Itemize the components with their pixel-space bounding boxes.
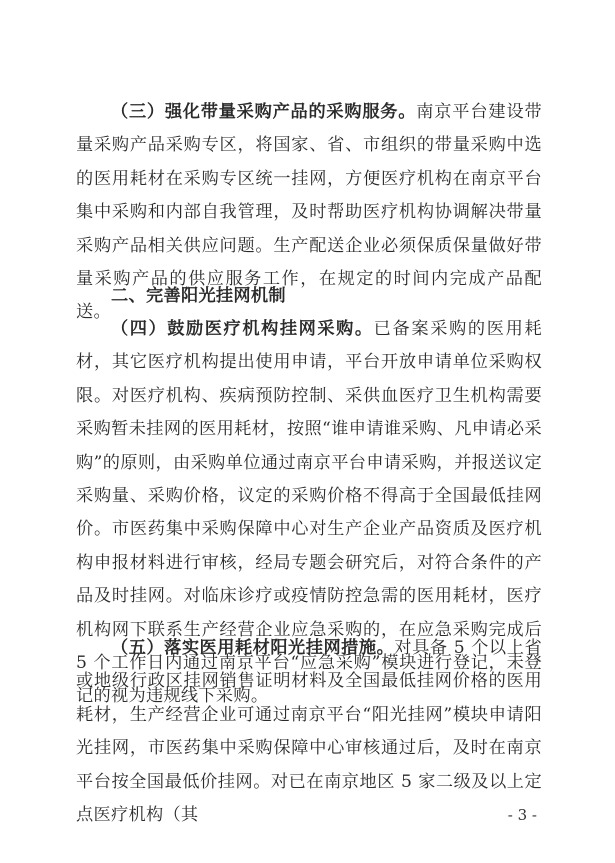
paragraph-5-body: 对具备 5 个以上省或地级行政区挂网销售证明材料及全国最低挂网价格的医用耗材，生产经营企业可通过南京平台“阳光挂网”模块申请阳光挂网，市医药集中采购保障中心审核通过后，及时在南京平台按全国最低价挂网。对已在南京地区 5 家二级及以上定点医疗机构（其 <box>76 638 542 826</box>
paragraph-5-lead: （五）落实医用耗材阳光挂网措施。 <box>111 638 395 658</box>
paragraph-4-lead: （四）鼓励医疗机构挂网采购。 <box>111 319 374 339</box>
paragraph-3-lead: （三）强化带量采购产品的采购服务。 <box>111 102 417 122</box>
paragraph-5 <box>76 632 542 832</box>
page-number: - 3 - <box>507 806 537 824</box>
paragraph-4-body: 已备案采购的医用耗材，其它医疗机构提出使用申请，平台开放申请单位采购权限。对医疗机构、疾病预防控制、采供血医疗卫生机构需要采购暂未挂网的医用耗材，按照“谁申请谁采购、凡申请必采购”的原则，由采购单位通过南京平台申请采购，并报送议定采购量、采购价格，议定的采购价格不得高于全国最低挂网价。市医药集中采购保障中心对生产企业产品资质及医疗机构申报材料进行审核，经局专题会研究后，对符合条件的产品及时挂网。对临床诊疗或疫情防控急需的医用耗材，医疗机构网下联系生产经营企业应急采购的，在应急采购完成后 5 个工作日内通过南京平台“应急采购”模块进行登记，未登记的视为违规线下采购。 <box>76 319 543 707</box>
paragraph-3-body: 南京平台建设带量采购产品采购专区，将国家、省、市组织的带量采购中选的医用耗材在采购专区统一挂网，方便医疗机构在南京平台集中采购和内部自我管理，及时帮助医疗机构协调解决带量采购产品相关供应问题。生产配送企业必须保质保量做好带量采购产品的供应服务工作，在规定的时间内完成产品配送。 <box>76 102 542 323</box>
section-2-heading: 二、完善阳光挂网机制 <box>111 286 286 306</box>
